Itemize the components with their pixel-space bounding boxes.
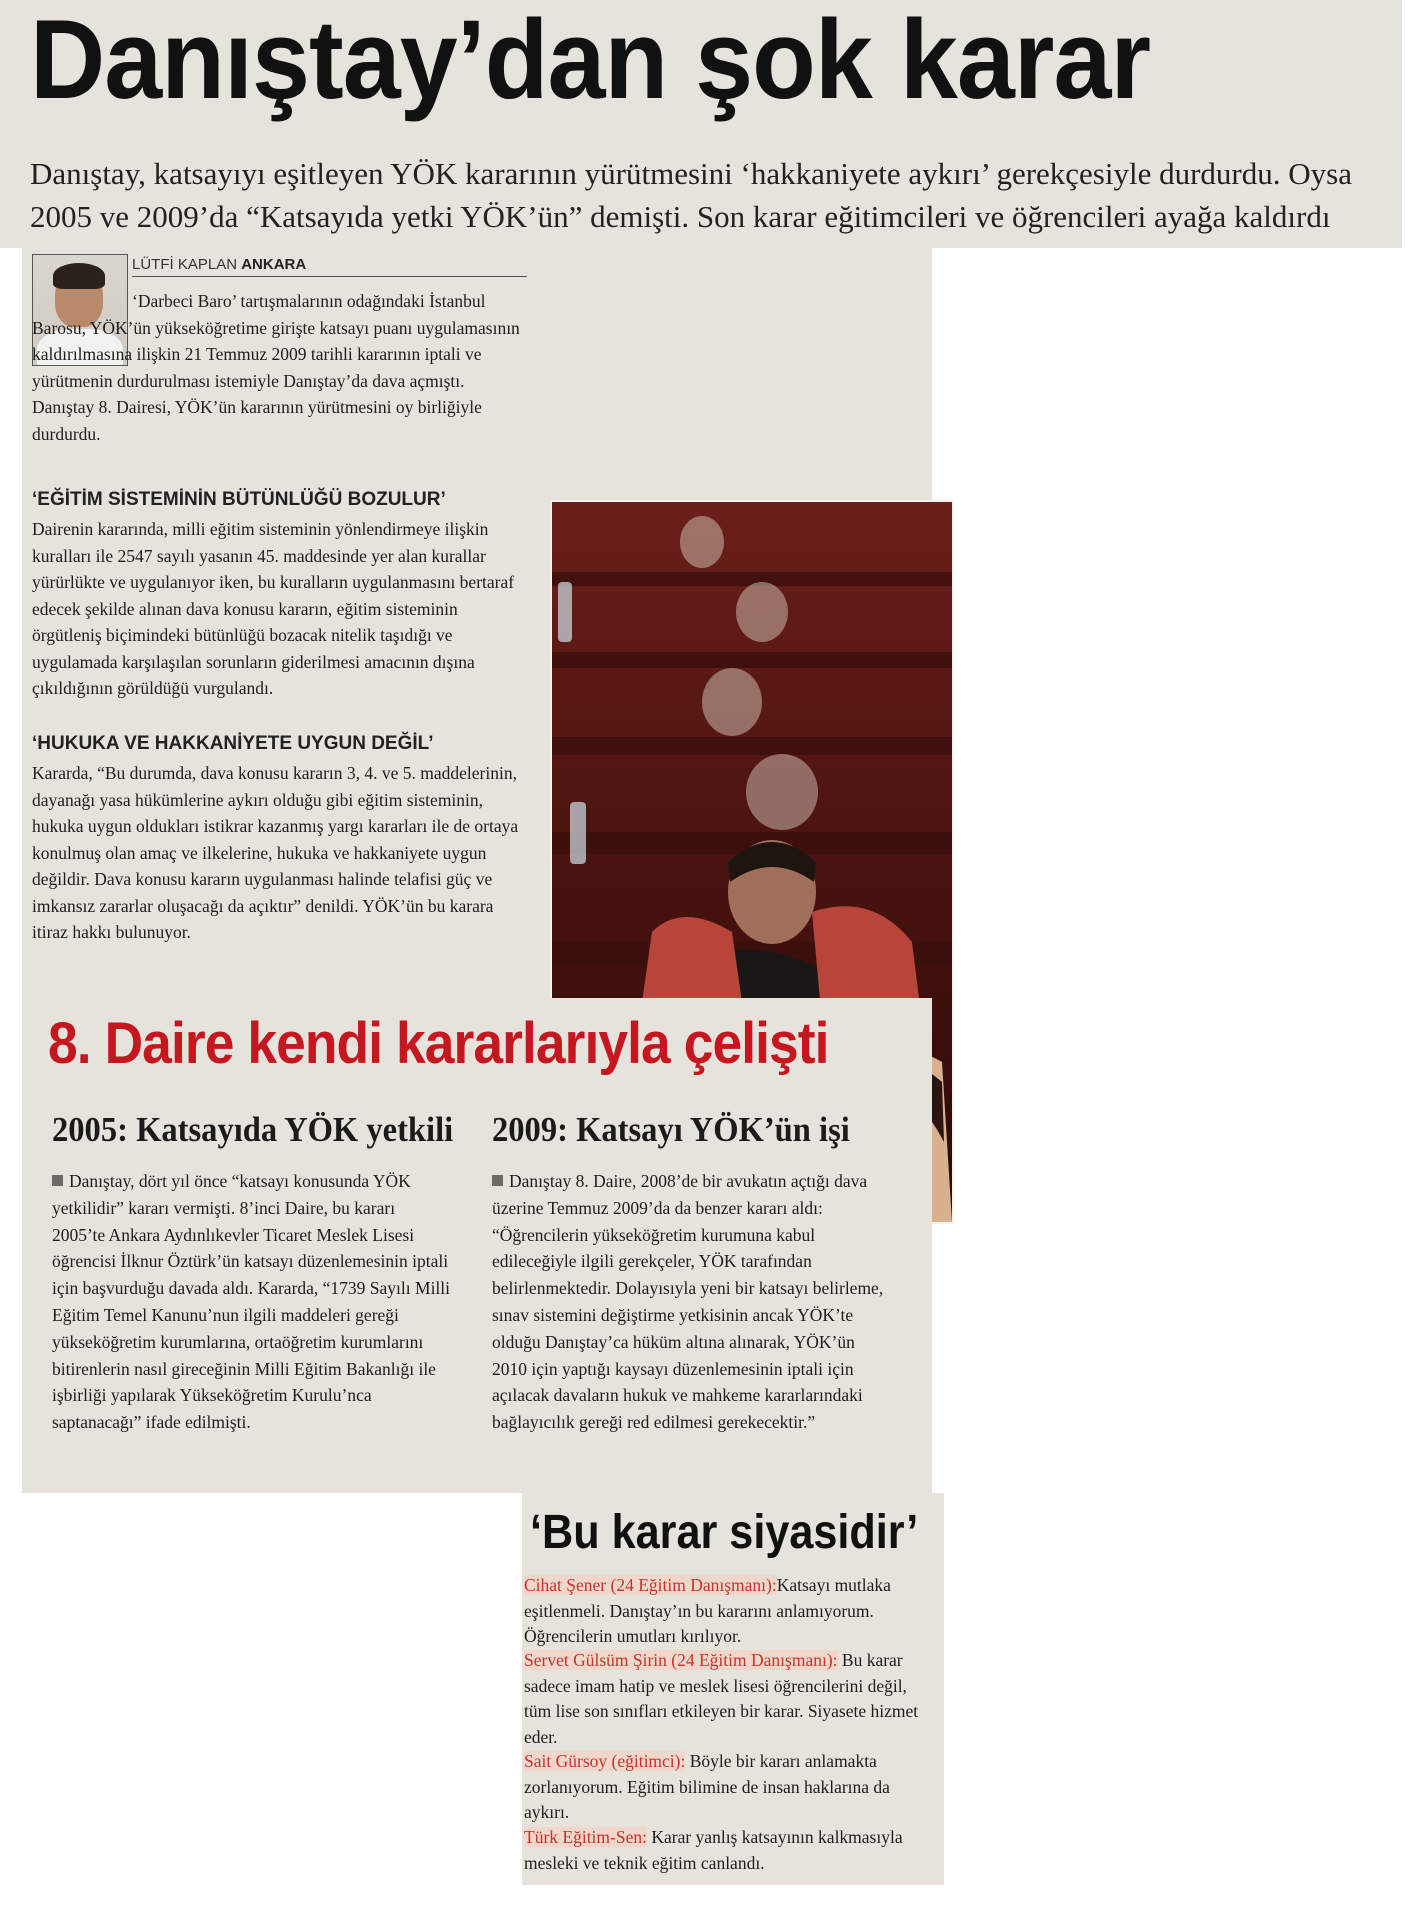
celis-headline: 8. Daire kendi kararlarıyla çelişti — [48, 1011, 829, 1076]
quote-text: Katsayı mutlaka eşitlenmeli. Danıştay’ın bu kararını anlamıyorum. Öğrencilerin umutları kırılıyor. — [524, 1575, 891, 1646]
col-2005-text: Danıştay, dört yıl önce “katsayı konusunda YÖK yetkilidir” kararı vermişti. 8’inci Daire, bu kararı 2005’te Ankara Aydınlıkevler Ticaret Meslek Lisesi öğrencisi İlknur Öztürk’ün katsayı düzenlemesinin iptali için başvurduğu davada aldı. Kararda, “1739 Sayılı Milli Eğitim Temel Kanunu’nun ilgili maddeleri gereği yükseköğretim kurumlarına, ortaöğretim kurumlarını bitirenlerin nasıl gireceğinin Milli Eğitim Bakanlığı ile işbirliği yapılarak Yükseköğretim Kurulu’nca saptanacağı” ifade edilmişti. — [52, 1171, 451, 1433]
celis-box — [22, 998, 932, 1493]
article-paragraph-3: Kararda, “Bu durumda, dava konusu kararın 3, 4. ve 5. maddelerinin, dayanağı yasa hükümlerine aykırı olduğu gibi eğitim sisteminin, hukuka uygun oldukları istikrar kazanmış yargı kararları ile de ortaya konulmuş olan amaç ve ilkelerine, hukuka ve hakkaniyete uygun değildir. Dava konusu kararın uygulanması halinde telafisi güç ve imkansız zararlar oluşacağı da açıktır” denildi. YÖK’ün bu karara itiraz hakkı bulunuyor. — [32, 763, 519, 942]
bullet-square-icon — [52, 1175, 63, 1186]
deck-summary: Danıştay, katsayıyı eşitleyen YÖK kararının yürütmesini ‘hakkaniyete aykırı’ gerekçesiyle durdurdu. Oysa 2005 ve 2009’da “Katsayıda yetki YÖK’ün” demişti. Son karar eğitimcileri ve öğrencileri ayağa kaldırdı — [30, 156, 1352, 234]
siyasi-box — [522, 1493, 944, 1885]
subhead-butunluk: ‘EĞİTİM SİSTEMİNİN BÜTÜNLÜĞÜ BOZULUR’ — [32, 489, 446, 510]
quote-sait-gursoy — [524, 1749, 932, 1826]
page-headline: Danıştay’dan şok karar — [30, 0, 1151, 122]
col-2005-title: 2005: Katsayıda YÖK yetkili — [52, 1110, 454, 1149]
byline-author: LÜTFİ KAPLAN — [132, 256, 238, 273]
quote-speaker: Servet Gülsüm Şirin (24 Eğitim Danışmanı): — [524, 1650, 838, 1670]
quote-text: Böyle bir kararı anlamakta zorlanıyorum. Eğitim bilimine de insan haklarına da aykırı. — [524, 1751, 890, 1822]
bullet-square-icon — [492, 1175, 503, 1186]
subhead-hukuka: ‘HUKUKA VE HAKKANİYETE UYGUN DEĞİL’ — [32, 733, 434, 754]
col-2009-title: 2009: Katsayı YÖK’ün işi — [492, 1110, 850, 1149]
quote-text: Bu karar sadece imam hatip ve meslek lisesi öğrencilerini değil, tüm lise son sınıfları etkileyen bir karar. Siyasete hizmet eder. — [524, 1650, 919, 1747]
main-article — [22, 248, 932, 998]
byline — [132, 254, 527, 277]
siyasi-headline: ‘Bu karar siyasidir’ — [530, 1506, 919, 1559]
byline-city: ANKARA — [241, 256, 307, 273]
quote-text: Karar yanlış katsayının kalkmasıyla mesleki ve teknik eğitim canlandı. — [524, 1827, 903, 1873]
quote-speaker: Sait Gürsoy (eğitimci): — [524, 1751, 686, 1771]
col-2009-text: Danıştay 8. Daire, 2008’de bir avukatın açtığı dava üzerine Temmuz 2009’da da benzer kararı aldı: “Öğrencilerin yükseköğretim kurumuna kabul edileceğiyle ilgili gerekçeler, YÖK tarafından belirlenmektedir. Dolayısıyla yeni bir katsayı belirleme, sınav sistemini değiştirme yetkisinin ancak YÖK’te olduğu Danıştay’ca hüküm altına alınarak, YÖK’ün 2010 için yaptığı kaysayı düzenlemesinin iptali için açılacak davaların hukuk ve mahkeme kararlarındaki bağlayıcılık gereği red edilmesi gerekecektir.” — [492, 1171, 884, 1433]
quote-servet-gulsum-sirin — [524, 1648, 932, 1750]
headline-block — [0, 0, 1402, 248]
article-paragraph-2: Dairenin kararında, milli eğitim sisteminin yönlendirmeye ilişkin kuralları ile 2547 sayılı yasanın 45. maddesinde yer alan kurallar yürürlükte ve uygulanıyor iken, bu kuralların uygulanmasını bertaraf edecek şekilde alınan dava konusu kararın, eğitim sisteminin örgütleniş biçimindeki bütünlüğü bozacak nitelik taşıdığı ve uygulamada karşılaşılan sorunların giderilmesi amacının dışına çıkıldığının görüldüğü vurgulandı. — [32, 519, 515, 698]
quote-speaker: Türk Eğitim-Sen: — [524, 1827, 647, 1847]
article-intro: ‘Darbeci Baro’ tartışmalarının odağındaki İstanbul Barosu, YÖK’ün yükseköğretime girişte katsayı puanı uygulamasının kaldırılmasına ilişkin 21 Temmuz 2009 tarihli kararının iptali ve yürütmenin durdurulması istemiyle Danıştay’da dava açmıştı. Danıştay 8. Dairesi, YÖK’ün kararının yürütmesini oy birliğiyle durdurdu. — [32, 291, 520, 444]
quote-cihat-sener — [524, 1573, 932, 1650]
quote-speaker: Cihat Şener (24 Eğitim Danışmanı): — [524, 1575, 777, 1595]
quote-turk-egitim-sen — [524, 1825, 932, 1876]
